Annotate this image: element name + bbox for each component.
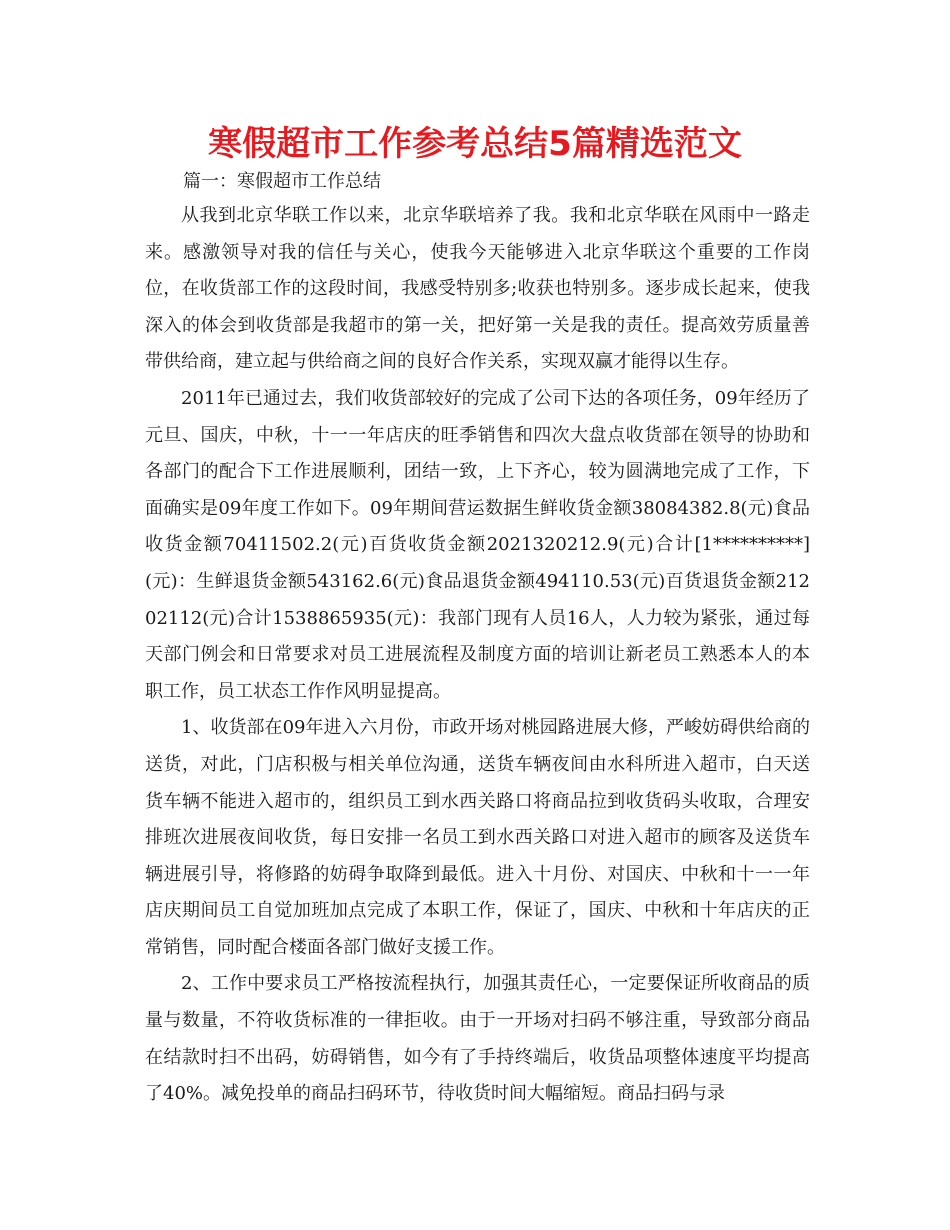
paragraph-item-2: 2、工作中要求员工严格按流程执行，加强其责任心，一定要保证所收商品的质量与数量，不符收货标准的一律拒收。由于一开场对扫码不够注重，导致部分商品在结款时扫不出码，妨碍销售，如今有了手持终端后，收货品项整体速度平均提高了40%。减免投单的商品扫码环节，待收货时间大幅缩短。商品扫码与录	[145, 973, 810, 1105]
paragraph-item-1: 1、收货部在09年进入六月份，市政开场对桃园路进展大修，严峻妨碍供给商的送货，对此，门店积极与相关单位沟通，送货车辆夜间由水科所进入超市，白天送货车辆不能进入超市的，组织员工到水西关路口将商品拉到收货码头收取，合理安排班次进展夜间收货，每日安排一名员工到水西关路口对进入超市的顾客及送货车辆进展引导，将修路的妨碍争取降到最低。进入十月份、对国庆、中秋和十一一年店庆期间员工自觉加班加点完成了本职工作，保证了，国庆、中秋和十年店庆的正常销售，同时配合楼面各部门做好支援工作。	[145, 717, 810, 958]
paragraph-intro: 从我到北京华联工作以来，北京华联培养了我。我和北京华联在风雨中一路走来。感激领导对我的信任与关心，使我今天能够进入北京华联这个重要的工作岗位，在收货部工作的这段时间，我感受特别多;收获也特别多。逐步成长起来，使我深入的体会到收货部是我超市的第一关，把好第一关是我的责任。提高效劳质量善带供给商，建立起与供给商之间的良好合作关系，实现双赢才能得以生存。	[145, 205, 810, 373]
document-body	[145, 198, 810, 1113]
document-subtitle: 篇一：寒假超市工作总结	[183, 171, 381, 192]
paragraph-2011-summary: 2011年已通过去，我们收货部较好的完成了公司下达的各项任务，09年经历了元旦、国庆，中秋，十一一年店庆的旺季销售和四次大盘点收货部在领导的协助和各部门的配合下工作进展顺利，团结一致，上下齐心，较为圆满地完成了工作，下面确实是09年度工作如下。09年期间营运数据生鲜收货金额38084382.8(元)食品收货金额70411502.2(元)百货收货金额2021320212.9(元)合计[1**********](元)：生鲜退货金额543162.6(元)食品退货金额494110.53(元)百货退货金额21202112(元)合计1538865935(元)：我部门现有人员16人，人力较为紧张，通过每天部门例会和日常要求对员工进展流程及制度方面的培训让新老员工熟悉本人的本职工作，员工状态工作作风明显提高。	[145, 387, 810, 702]
document-title: 寒假超市工作参考总结5篇精选范文	[208, 124, 742, 164]
